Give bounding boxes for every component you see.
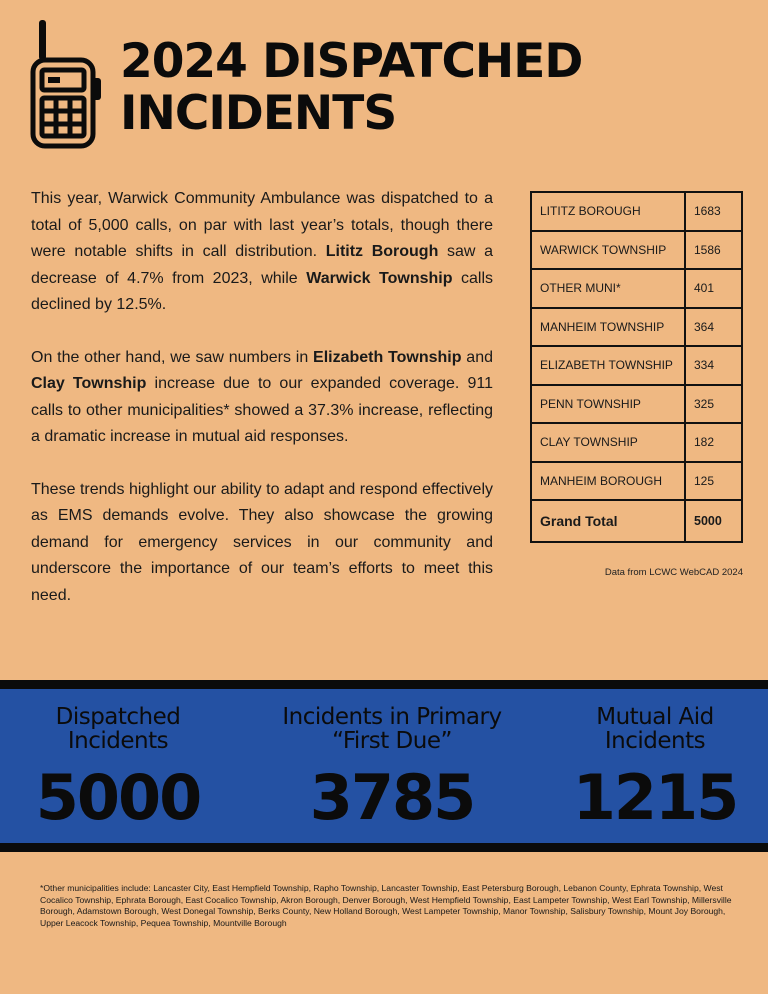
stat-label-line: Incidents xyxy=(604,728,706,754)
stats-banner xyxy=(0,680,768,852)
stat-label-line: Incidents in Primary xyxy=(282,704,502,730)
title-line-1: 2024 DISPATCHED xyxy=(120,34,583,89)
row-value: 182 xyxy=(685,423,742,462)
stat-value: 3785 xyxy=(309,761,475,834)
paragraph-3: These trends highlight our ability to adapt and respond effectively as EMS demands evolve. They also showcase the growing demand for emergency services in our community and underscore the importance of our team’s efforts to meet this need. xyxy=(31,480,493,604)
table-row xyxy=(531,192,742,231)
row-name: ELIZABETH TOWNSHIP xyxy=(531,346,685,385)
p2-text-e: increase due to our expanded coverage. 911 calls to other municipalities* showed a 37.3% increase, reflecting a dramatic increase in mutual aid responses. xyxy=(31,375,493,445)
row-value: 1586 xyxy=(685,231,742,270)
p1-text-a: This year, Warwick Community Ambulance was dispatched to a total of 5,000 calls, on par with last year’s totals, though there were notable shifts in call distribution. xyxy=(31,190,493,260)
table-row xyxy=(531,269,742,308)
stat-label-line: Mutual Aid xyxy=(596,704,714,730)
stat-value: 1215 xyxy=(572,761,738,834)
row-value: 125 xyxy=(685,462,742,501)
p2-text-a: On the other hand, we saw numbers in xyxy=(31,348,314,366)
grand-total-label: Grand Total xyxy=(531,500,685,542)
row-name: OTHER MUNI* xyxy=(531,269,685,308)
walkie-talkie-icon xyxy=(28,18,106,150)
p1-text-e: calls declined by 12.5%. xyxy=(31,269,493,313)
row-value: 1683 xyxy=(685,192,742,231)
row-value: 364 xyxy=(685,308,742,347)
stat-label xyxy=(18,705,218,753)
data-source-note: Data from LCWC WebCAD 2024 xyxy=(604,567,743,578)
row-name: LITITZ BOROUGH xyxy=(531,192,685,231)
row-name: CLAY TOWNSHIP xyxy=(531,423,685,462)
table-row xyxy=(531,308,742,347)
row-name: WARWICK TOWNSHIP xyxy=(531,231,685,270)
stat-value: 5000 xyxy=(35,761,201,834)
stat-label xyxy=(262,705,522,753)
stat-label xyxy=(560,705,750,753)
p1-bold-warwick: Warwick Township xyxy=(306,269,453,287)
grand-total-row xyxy=(531,500,742,542)
municipality-table xyxy=(530,191,743,543)
footnote: *Other municipalities include: Lancaster City, East Hempfield Township, Rapho Township, Lancaster Township, East Petersburg Borough, Lebanon County, Ephrata Township, West Cocalico Township, Ephrata Borough, East Cocalico Township, Akron Borough, Denver Borough, West Hempfield Township, East Lampeter Township, West Earl Township, Millersville Borough, Adamstown Borough, West Donegal Township, Berks County, New Holland Borough, West Lampeter Township, Manor Township, Salisbury Township, Mount Joy Borough, Upper Leacock Township, Pequea Township, Mountville Borough xyxy=(40,883,732,928)
grand-total-value: 5000 xyxy=(685,500,742,542)
row-name: MANHEIM BOROUGH xyxy=(531,462,685,501)
title-line-2: INCIDENTS xyxy=(120,86,397,141)
table-row xyxy=(531,462,742,501)
p1-bold-lititz: Lititz Borough xyxy=(325,243,439,260)
row-value: 325 xyxy=(685,385,742,424)
stat-dispatched xyxy=(18,705,218,833)
row-value: 334 xyxy=(685,346,742,385)
p2-bold-elizabeth: Elizabeth Township xyxy=(313,348,462,366)
row-name: MANHEIM TOWNSHIP xyxy=(531,308,685,347)
row-value: 401 xyxy=(685,269,742,308)
p2-bold-clay: Clay Township xyxy=(31,375,147,392)
paragraph-2 xyxy=(31,345,493,451)
paragraph-1 xyxy=(31,186,493,319)
stat-first-due xyxy=(262,705,522,833)
stat-label-line: “First Due” xyxy=(332,728,452,754)
summary-text xyxy=(31,186,493,635)
table-row xyxy=(531,231,742,270)
stat-mutual-aid xyxy=(560,705,750,833)
page-title xyxy=(120,36,582,140)
table-row xyxy=(531,346,742,385)
table-row xyxy=(531,385,742,424)
table-row xyxy=(531,423,742,462)
p2-text-c: and xyxy=(461,348,493,366)
row-name: PENN TOWNSHIP xyxy=(531,385,685,424)
stat-label-line: Incidents xyxy=(67,728,169,754)
stat-label-line: Dispatched xyxy=(55,704,181,730)
p1-text-c: saw a decrease of 4.7% from 2023, while xyxy=(31,243,493,287)
